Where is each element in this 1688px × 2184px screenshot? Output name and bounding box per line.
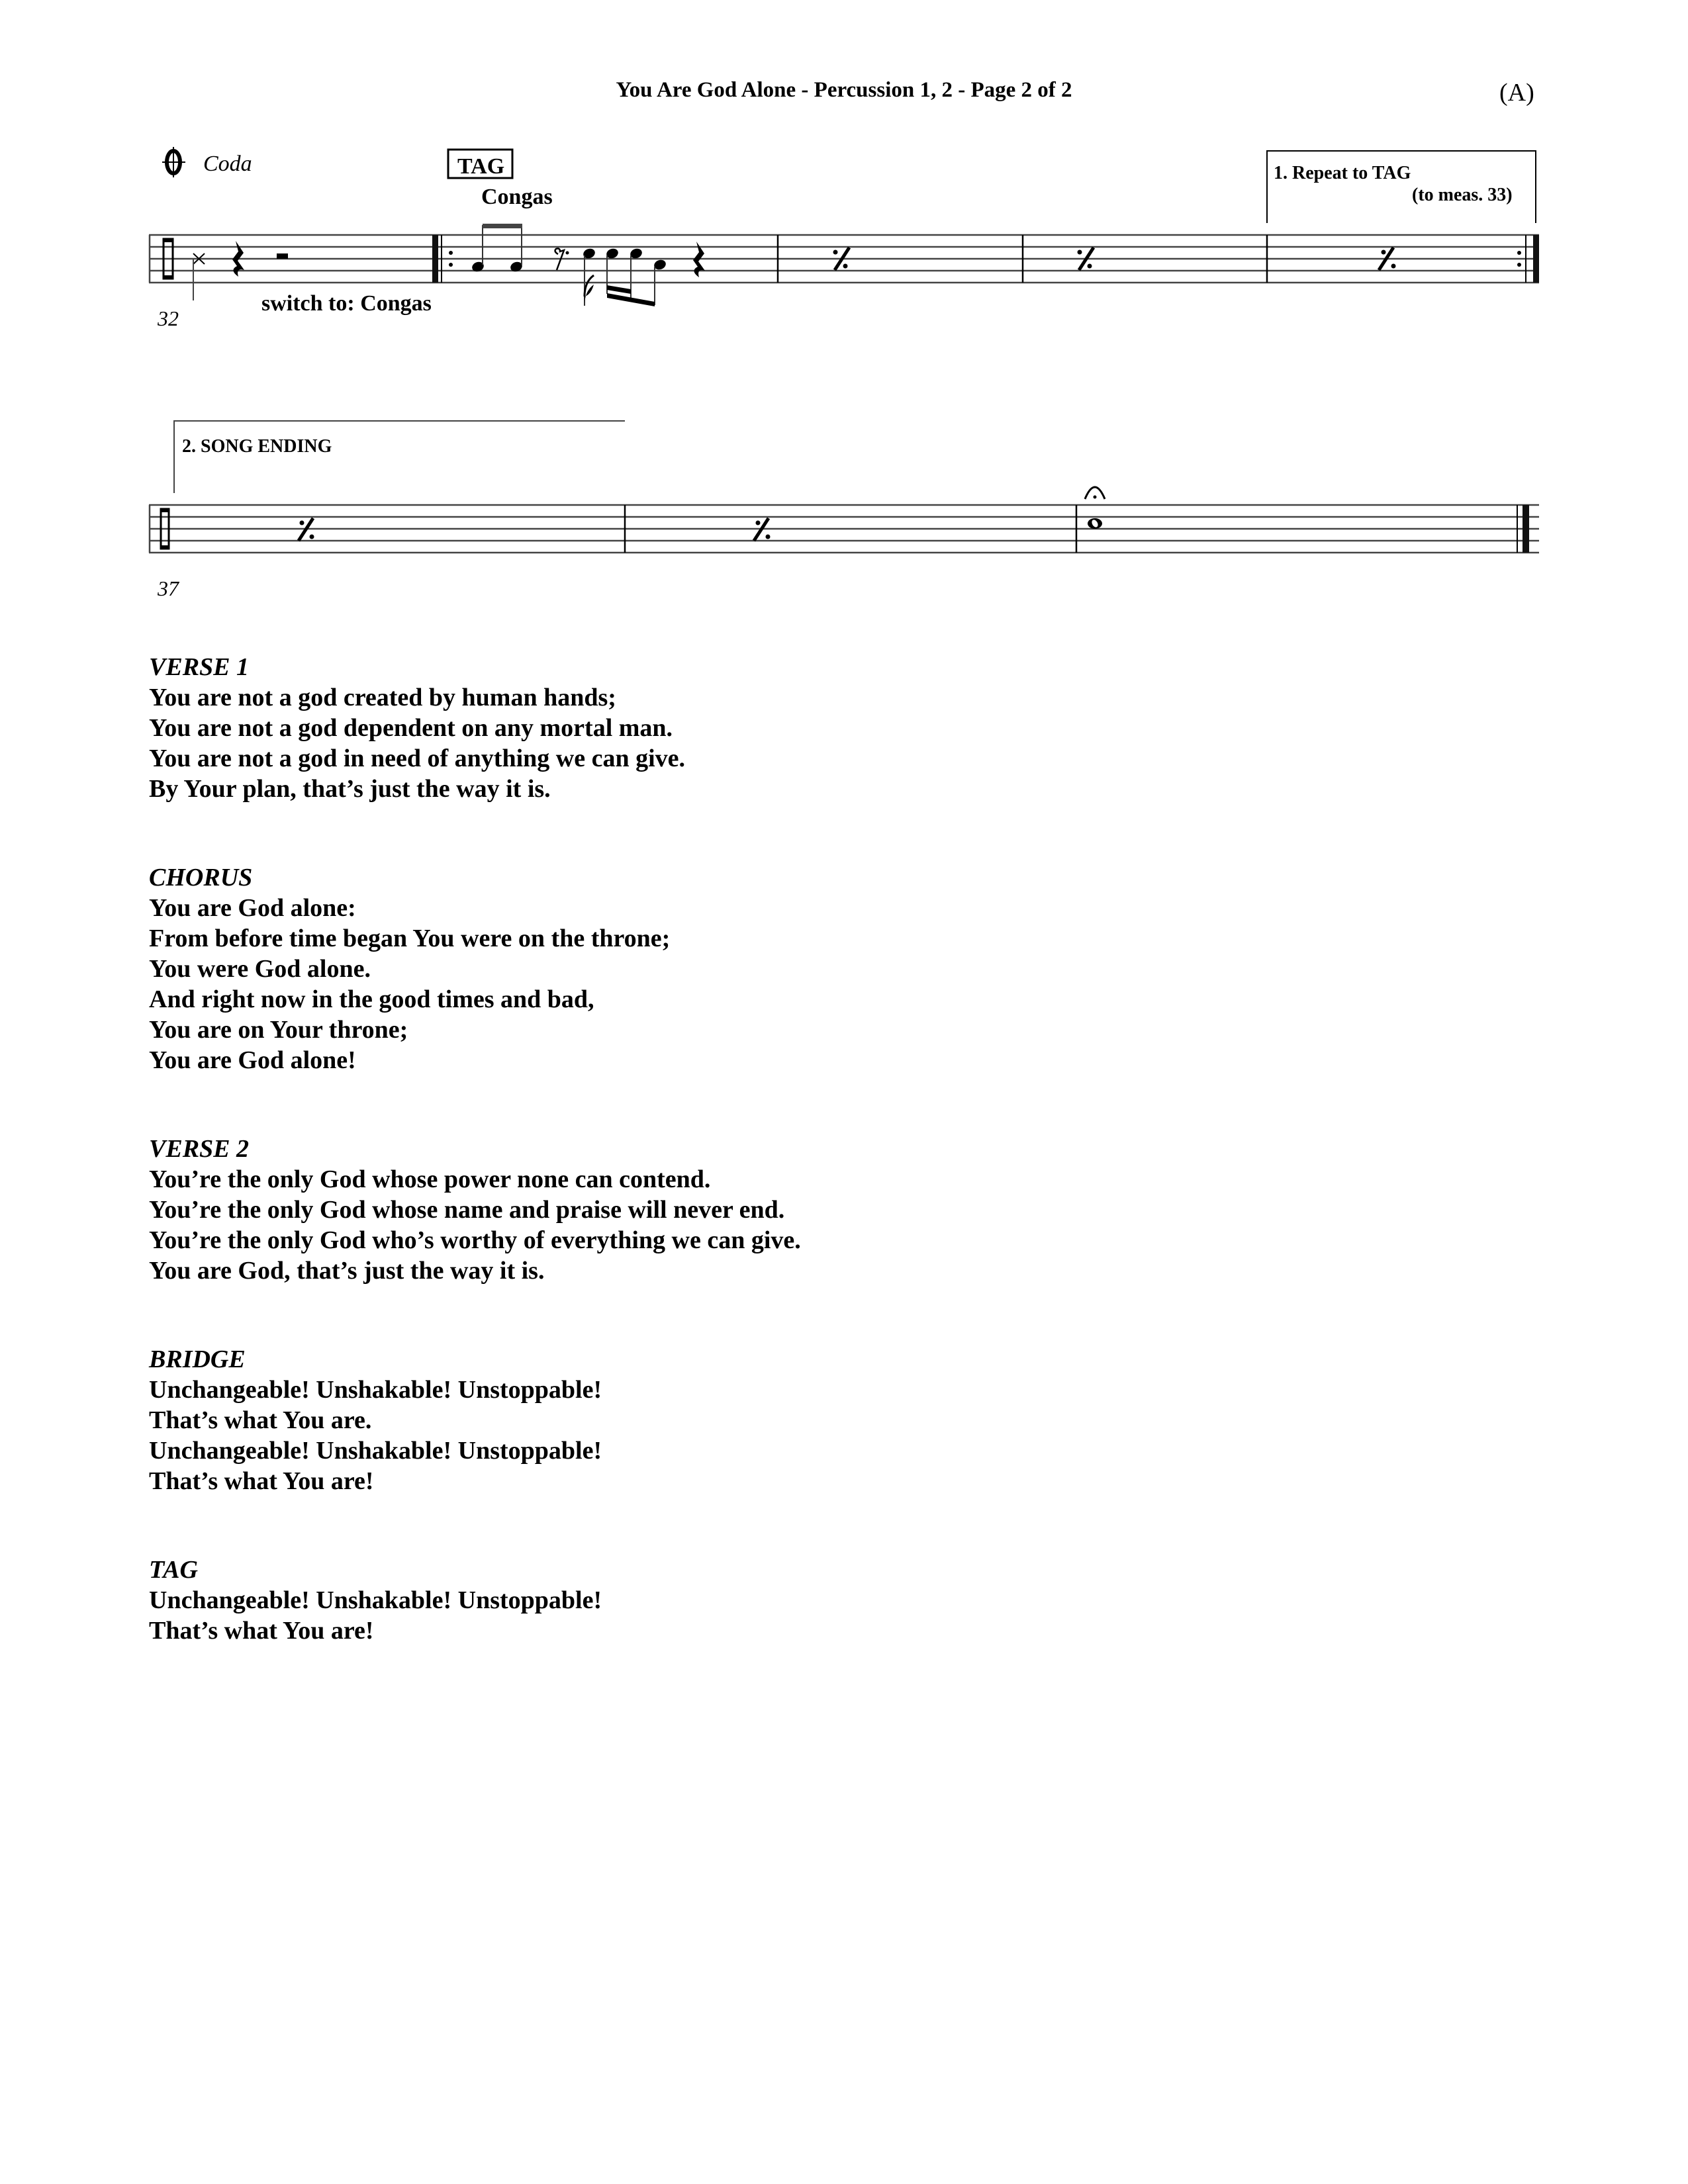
staff-1: [149, 235, 1539, 283]
lyric-line: And right now in the good times and bad,: [149, 985, 594, 1013]
lyric-line: By Your plan, that’s just the way it is.: [149, 775, 551, 803]
music-notation: [0, 0, 1688, 635]
whole-note: [1088, 518, 1102, 529]
conga-rhythm: [471, 224, 705, 306]
lyrics: [149, 652, 1340, 1704]
lyric-line: Unchangeable! Unshakable! Unstoppable!: [149, 1586, 602, 1614]
staff-2: [149, 505, 1539, 553]
instruction-text: switch to: Congas: [261, 291, 432, 316]
measure-number: 32: [158, 306, 179, 330]
lyric-line: That’s what You are!: [149, 1617, 374, 1645]
page-letter: (A): [1499, 79, 1534, 107]
ending-1-sublabel: (to meas. 33): [1412, 185, 1513, 205]
instrument-label: Congas: [481, 185, 553, 209]
lyric-section-verse-1: [149, 652, 1340, 804]
lyric-line: You are on Your throne;: [149, 1016, 408, 1044]
section-title: VERSE 2: [149, 1135, 250, 1163]
section-title: CHORUS: [149, 864, 253, 891]
coda-icon: [162, 147, 185, 177]
lyric-line: That’s what You are!: [149, 1467, 374, 1495]
ending-2-label: 2. SONG ENDING: [182, 436, 332, 457]
lyric-line: Unchangeable! Unshakable! Unstoppable!: [149, 1437, 602, 1465]
ending-1-label: 1. Repeat to TAG: [1274, 163, 1411, 183]
lyric-line: You are God alone:: [149, 894, 356, 922]
lyric-line: You are not a god dependent on any mortal man.: [149, 714, 673, 742]
lyric-line: That’s what You are.: [149, 1406, 372, 1434]
measure-number: 37: [158, 576, 179, 600]
lyric-line: You’re the only God whose name and praise will never end.: [149, 1196, 785, 1224]
rehearsal-mark: TAG: [457, 154, 505, 179]
lyric-line: You are God alone!: [149, 1046, 356, 1074]
x-note: [193, 253, 205, 300]
lyric-section-tag: [149, 1555, 1340, 1646]
coda-label: Coda: [203, 152, 252, 176]
lyric-line: You’re the only God whose power none can contend.: [149, 1165, 711, 1193]
lyric-line: You are not a god in need of anything we can give.: [149, 745, 686, 772]
fermata-icon: [1085, 487, 1105, 499]
section-title: BRIDGE: [149, 1345, 246, 1373]
lyric-line: You’re the only God who’s worthy of everything we can give.: [149, 1226, 801, 1254]
lyric-section-bridge: [149, 1344, 1340, 1496]
lyric-line: You are not a god created by human hands;: [149, 684, 616, 711]
lyric-section-verse-2: [149, 1134, 1340, 1286]
page-title: You Are God Alone - Percussion 1, 2 - Page 2 of 2: [616, 78, 1072, 102]
lyric-line: You were God alone.: [149, 955, 371, 983]
section-title: VERSE 1: [149, 653, 250, 681]
lyric-line: Unchangeable! Unshakable! Unstoppable!: [149, 1376, 602, 1404]
lyric-line: From before time began You were on the throne;: [149, 925, 671, 952]
ending-2-bracket: [174, 421, 625, 493]
lyric-line: You are God, that’s just the way it is.: [149, 1257, 545, 1285]
lyric-section-chorus: [149, 862, 1340, 1075]
half-rest-icon: [277, 253, 288, 259]
section-title: TAG: [149, 1556, 198, 1584]
